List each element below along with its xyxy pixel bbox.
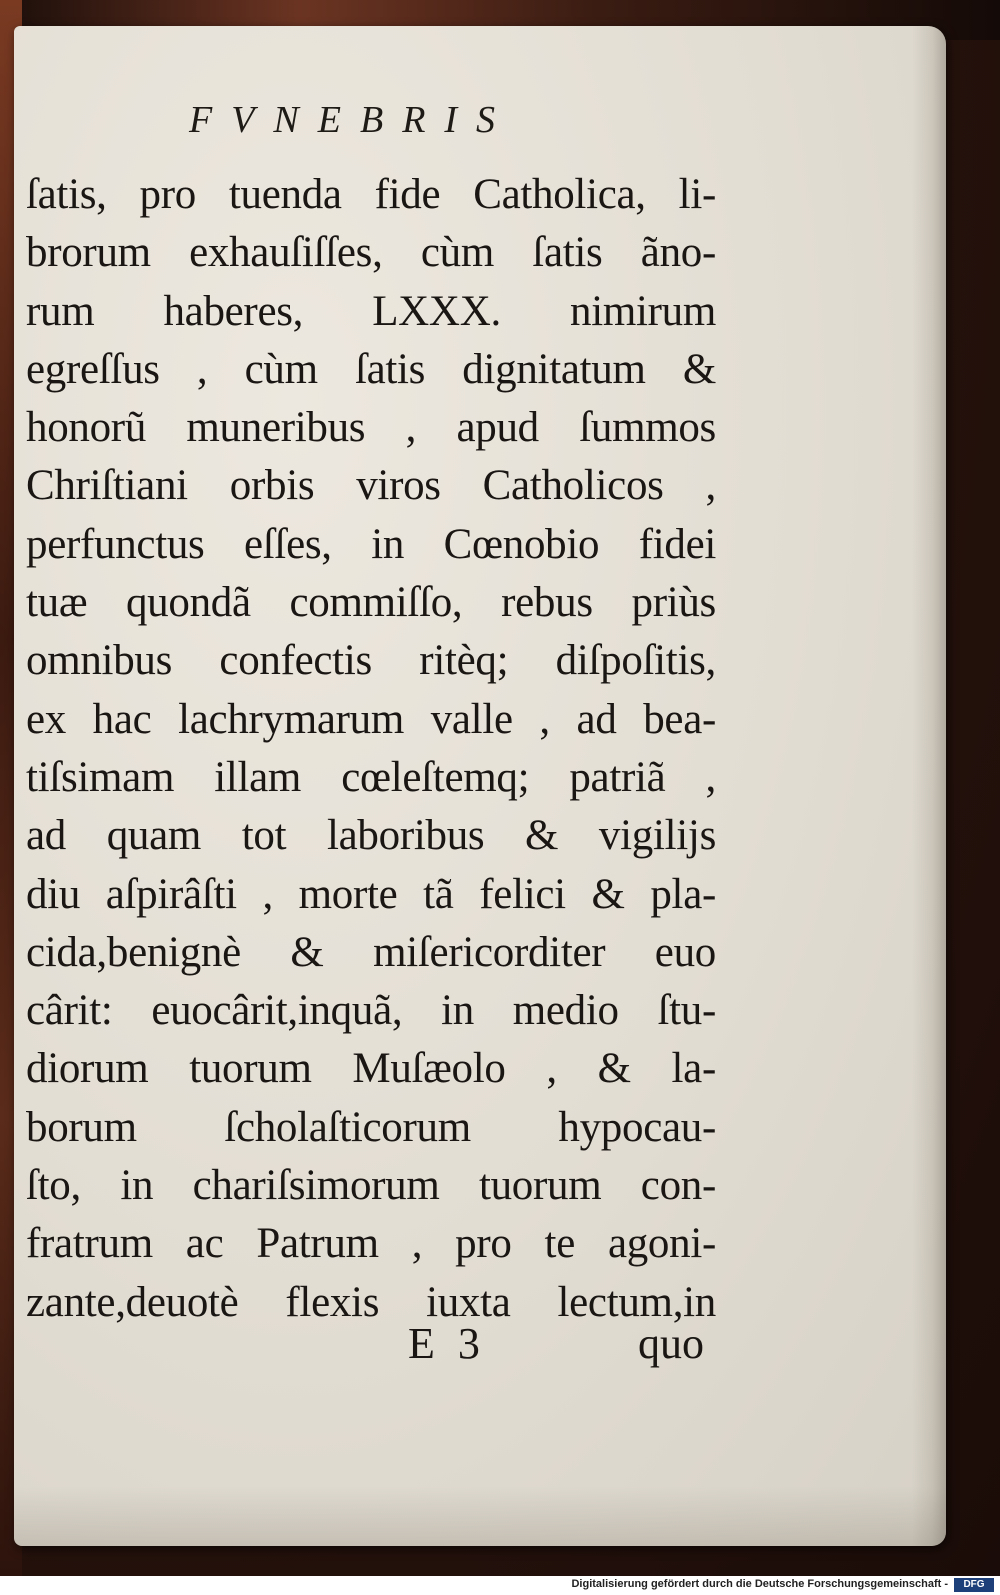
signature-mark: E 3 (408, 1319, 486, 1368)
text-line: cida,benignè & miſericorditer euo (26, 928, 716, 976)
text-line: brorum exhauſiſſes, cùm ſatis ãno- (26, 229, 716, 277)
credit-bar (0, 1576, 1000, 1595)
dfg-logo: DFG (954, 1578, 994, 1592)
text-line: ſatis, pro tuenda fide Catholica, li- (26, 171, 716, 218)
text-line: borum ſcholaſticorum hypocau- (26, 1103, 716, 1151)
text-line: diu aſpirâſti , morte tã felici & pla- (26, 870, 716, 918)
book-page (14, 26, 946, 1546)
text-line: cârit: euocârit,inquã, in medio ſtu- (26, 987, 716, 1035)
text-line: ex hac lachrymarum valle , ad bea- (26, 695, 716, 743)
text-line: ad quam tot laboribus & vigilijs (26, 812, 716, 860)
credit-text: Digitalisierung gefördert durch die Deutsche Forschungsgemeinschaft - (571, 1578, 948, 1590)
page-shadow-bottom (14, 1486, 946, 1546)
text-line: tiſsimam illam cœleſtemq; patriã , (26, 753, 716, 801)
text-line: honorũ muneribus , apud ſummos (26, 404, 716, 452)
text-line: Chriſtiani orbis viros Catholicos , (26, 462, 716, 510)
text-line: omnibus confectis ritèq; diſpoſitis, (26, 637, 716, 685)
text-line: diorum tuorum Muſæolo , & la- (26, 1045, 716, 1093)
text-line: zante,deuotè flexis iuxta lectum,in (26, 1278, 716, 1326)
text-line: ſto, in chariſsimorum tuorum con- (26, 1162, 716, 1210)
text-line: perfunctus eſſes, in Cœnobio fidei (26, 520, 716, 568)
text-line: fratrum ac Patrum , pro te agoni- (26, 1220, 716, 1268)
text-line: tuæ quondã commiſſo, rebus priùs (26, 579, 716, 627)
body-text (26, 166, 716, 1332)
running-head: FVNEBRIS (189, 99, 515, 141)
catchword: quo (638, 1319, 704, 1368)
text-line: egreſſus , cùm ſatis dignitatum & (26, 345, 716, 393)
text-line: rum haberes, LXXX. nimirum (26, 287, 716, 335)
page-footer (14, 1318, 960, 1378)
